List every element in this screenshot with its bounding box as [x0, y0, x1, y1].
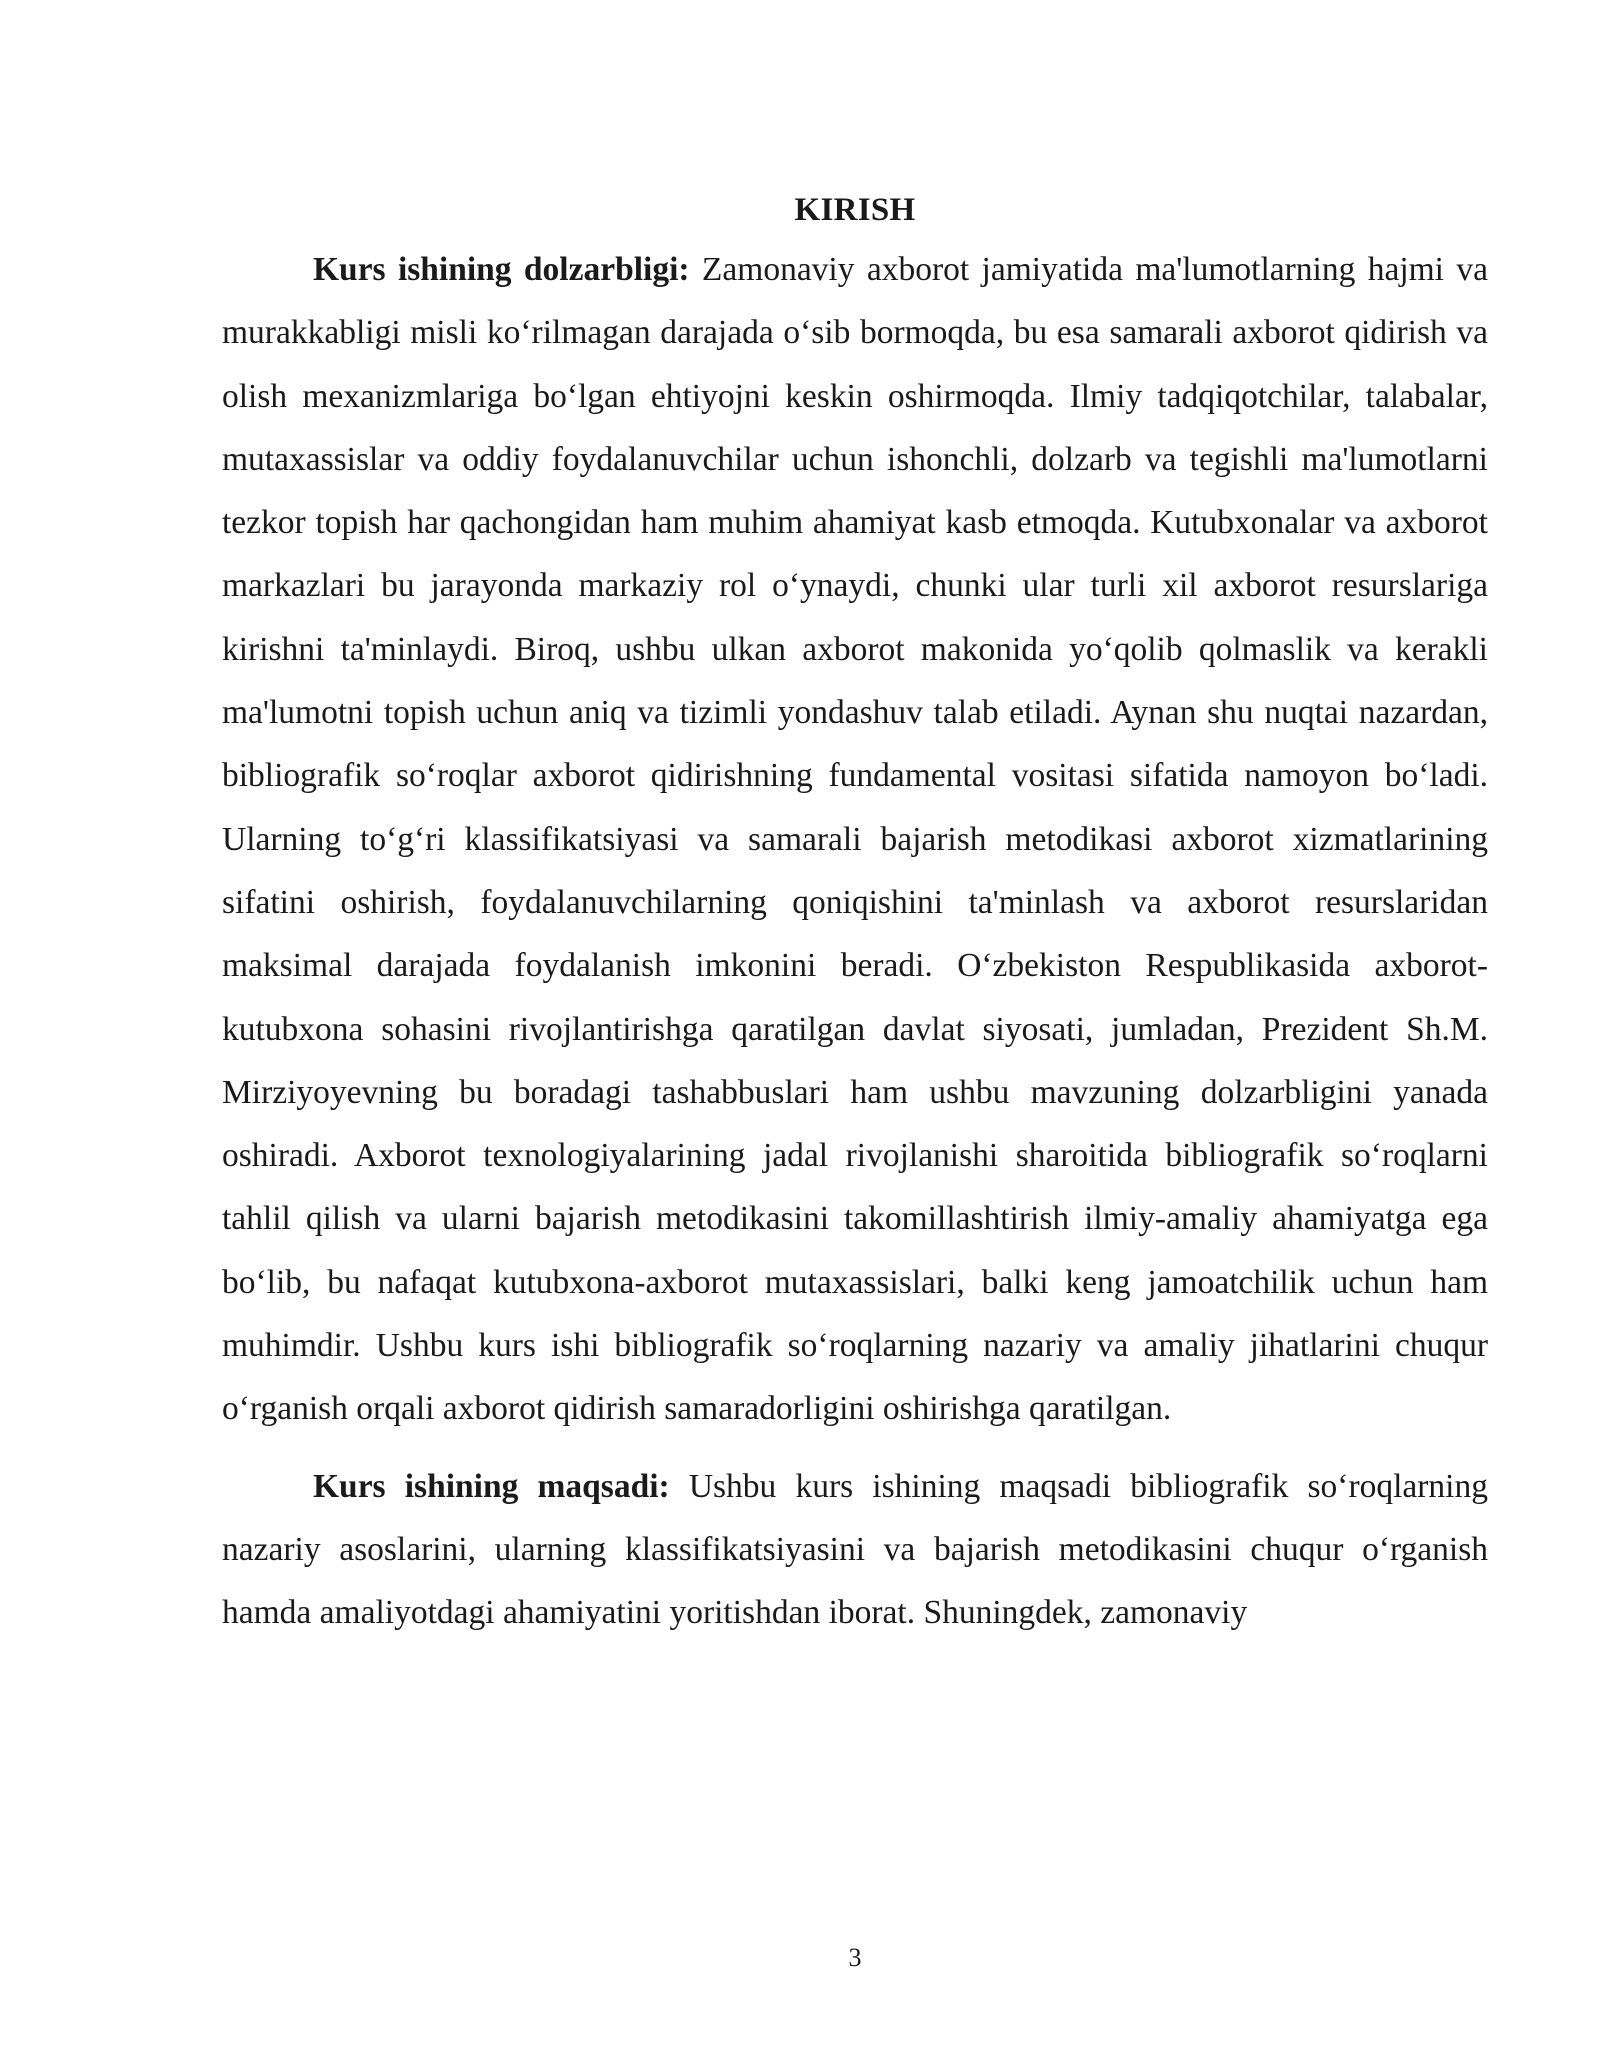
- paragraph-text: Ushbu kurs ishining maqsadi bibliografik so‘roqlarning nazariy asoslarini, ularning klassifikatsiyasini va bajarish metodikasini chuqur o‘rganish hamda amaliyotdagi ahamiyatini yoritishdan iborat. Shuningdek, zamonaviy: [222, 1467, 1488, 1632]
- paragraph-lead: Kurs ishining maqsadi:: [313, 1467, 670, 1505]
- paragraph-lead: Kurs ishining dolzarbligi:: [313, 251, 690, 288]
- paragraph-text: Zamonaviy axborot jamiyatida ma'lumotlarning hajmi va murakkabligi misli ko‘rilmagan darajada o‘sib bormoqda, bu esa samarali axborot qidirish va olish mexanizmlariga bo‘lgan ehtiyojni keskin oshirmoqda. Ilmiy tadqiqotchilar, talabalar, mutaxassislar va oddiy foydalanuvchilar uchun ishonchli, dolzarb va tegishli ma'lumotlarni tezkor topish har qachongidan ham muhim ahamiyat kasb etmoqda. Kutubxonalar va axborot markazlari bu jarayonda markaziy rol o‘ynaydi, chunki ular turli xil axborot resurslariga kirishni ta'minlaydi. Biroq, ushbu ulkan axborot makonida yo‘qolib qolmaslik va kerakli ma'lumotni topish uchun aniq va tizimli yondashuv talab etiladi. Aynan shu nuqtai nazardan, bibliografik so‘roqlar axborot qidirishning fundamental vositasi sifatida namoyon bo‘ladi. Ularning to‘g‘ri klassifikatsiyasi va samarali bajarish metodikasi axborot xizmatlarining sifatini oshirish, foydalanuvchilarning qoniqishini ta'minlash va axborot resurslaridan maksimal darajada foydalanish imkonini beradi. O‘zbekiston Respublikasida axborot-kutubxona sohasini rivojlantirishga qaratilgan davlat siyosati, jumladan, Prezident Sh.M. Mirziyoyevning bu boradagi tashabbuslari ham ushbu mavzuning dolzarbligini yanada oshiradi. Axborot texnologiyalarining jadal rivojlanishi sharoitida bibliografik so‘roqlarni tahlil qilish va ularni bajarish metodikasini takomillashtirish ilmiy-amaliy ahamiyatga ega bo‘lib, bu nafaqat kutubxona-axborot mutaxassislari, balki keng jamoatchilik uchun ham muhimdir. Ushbu kurs ishi bibliografik so‘roqlarning nazariy va amaliy jihatlarini chuqur o‘rganish orqali axborot qidirish samaradorligini oshirishga qaratilgan.: [222, 251, 1488, 1428]
- paragraph-relevance: [222, 238, 1488, 1441]
- paragraph-goal: [222, 1455, 1488, 1645]
- page-number: 3: [848, 1943, 862, 1972]
- page-content: [222, 182, 1488, 1645]
- page-title: KIRISH: [794, 192, 916, 228]
